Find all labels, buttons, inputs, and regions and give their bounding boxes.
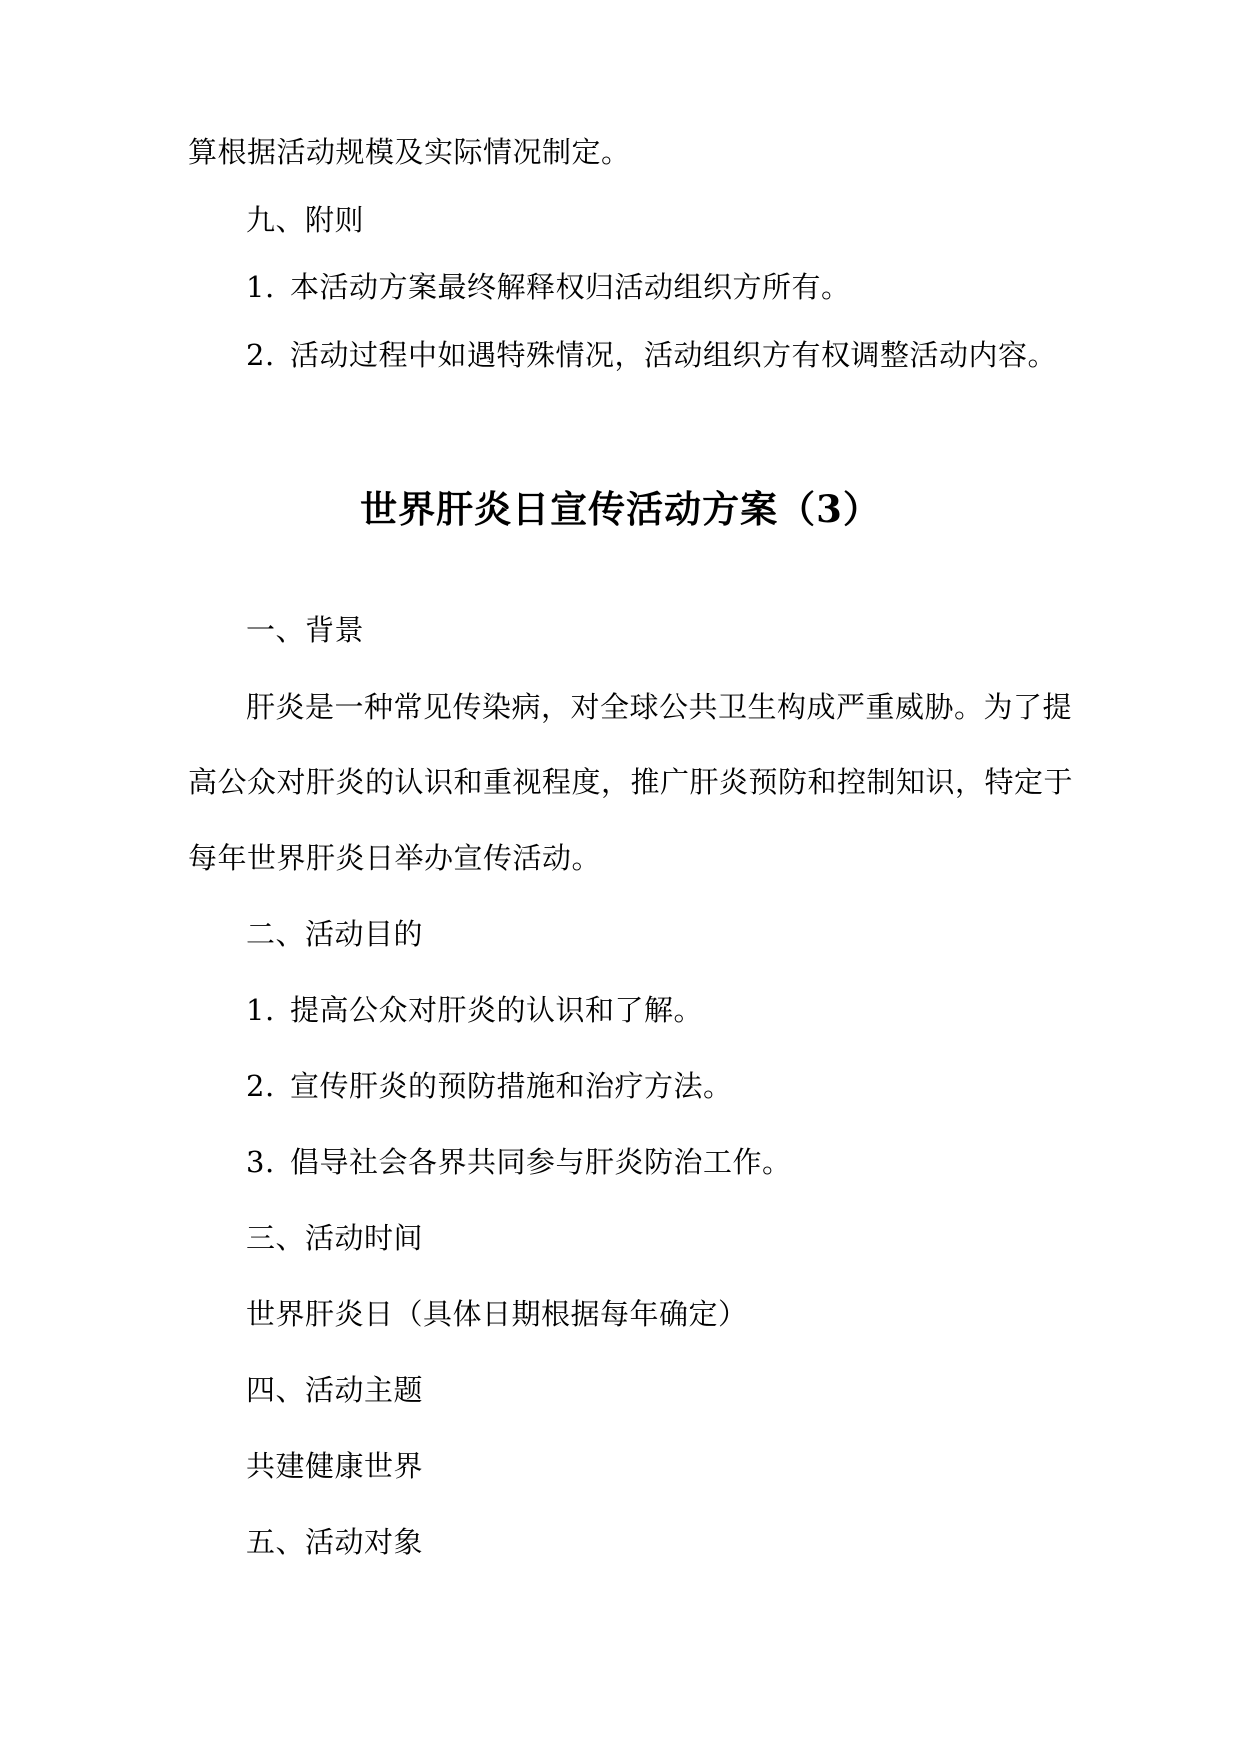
item-text: 宣传肝炎的预防措施和治疗方法。 <box>290 1069 733 1103</box>
section-1-paragraph-line-3: 每年世界肝炎日举办宣传活动。 <box>188 841 602 875</box>
item-text: 本活动方案最终解释权归活动组织方所有。 <box>290 270 851 304</box>
item-number: 2. <box>246 338 275 372</box>
section-9-item-1 <box>246 267 851 307</box>
section-5-heading: 五、活动对象 <box>246 1525 424 1559</box>
item-number: 3. <box>246 1145 275 1179</box>
section-3-text: 世界肝炎日（具体日期根据每年确定） <box>246 1297 748 1331</box>
section-4-heading: 四、活动主题 <box>246 1373 424 1407</box>
section-3-heading: 三、活动时间 <box>246 1221 424 1255</box>
item-number: 1. <box>246 993 275 1027</box>
document-title: 世界肝炎日宣传活动方案（3） <box>360 487 881 531</box>
section-1-paragraph-line-2: 高公众对肝炎的认识和重视程度，推广肝炎预防和控制知识，特定于 <box>188 765 1074 799</box>
item-text: 活动过程中如遇特殊情况，活动组织方有权调整活动内容。 <box>290 338 1058 372</box>
section-2-heading: 二、活动目的 <box>246 917 424 951</box>
section-1-heading: 一、背景 <box>246 613 365 647</box>
section-4-text: 共建健康世界 <box>246 1449 424 1483</box>
section-2-item-2 <box>246 1066 733 1106</box>
item-text: 提高公众对肝炎的认识和了解。 <box>290 993 704 1027</box>
section-1-paragraph-line-1: 肝炎是一种常见传染病，对全球公共卫生构成严重威胁。为了提 <box>246 690 1073 724</box>
section-2-item-3 <box>246 1142 792 1182</box>
item-number: 2. <box>246 1069 275 1103</box>
section-2-item-1 <box>246 990 703 1030</box>
section-9-heading: 九、附则 <box>246 203 365 237</box>
continuation-text: 算根据活动规模及实际情况制定。 <box>188 135 631 169</box>
section-9-item-2 <box>246 335 1057 375</box>
item-text: 倡导社会各界共同参与肝炎防治工作。 <box>290 1145 792 1179</box>
item-number: 1. <box>246 270 275 304</box>
